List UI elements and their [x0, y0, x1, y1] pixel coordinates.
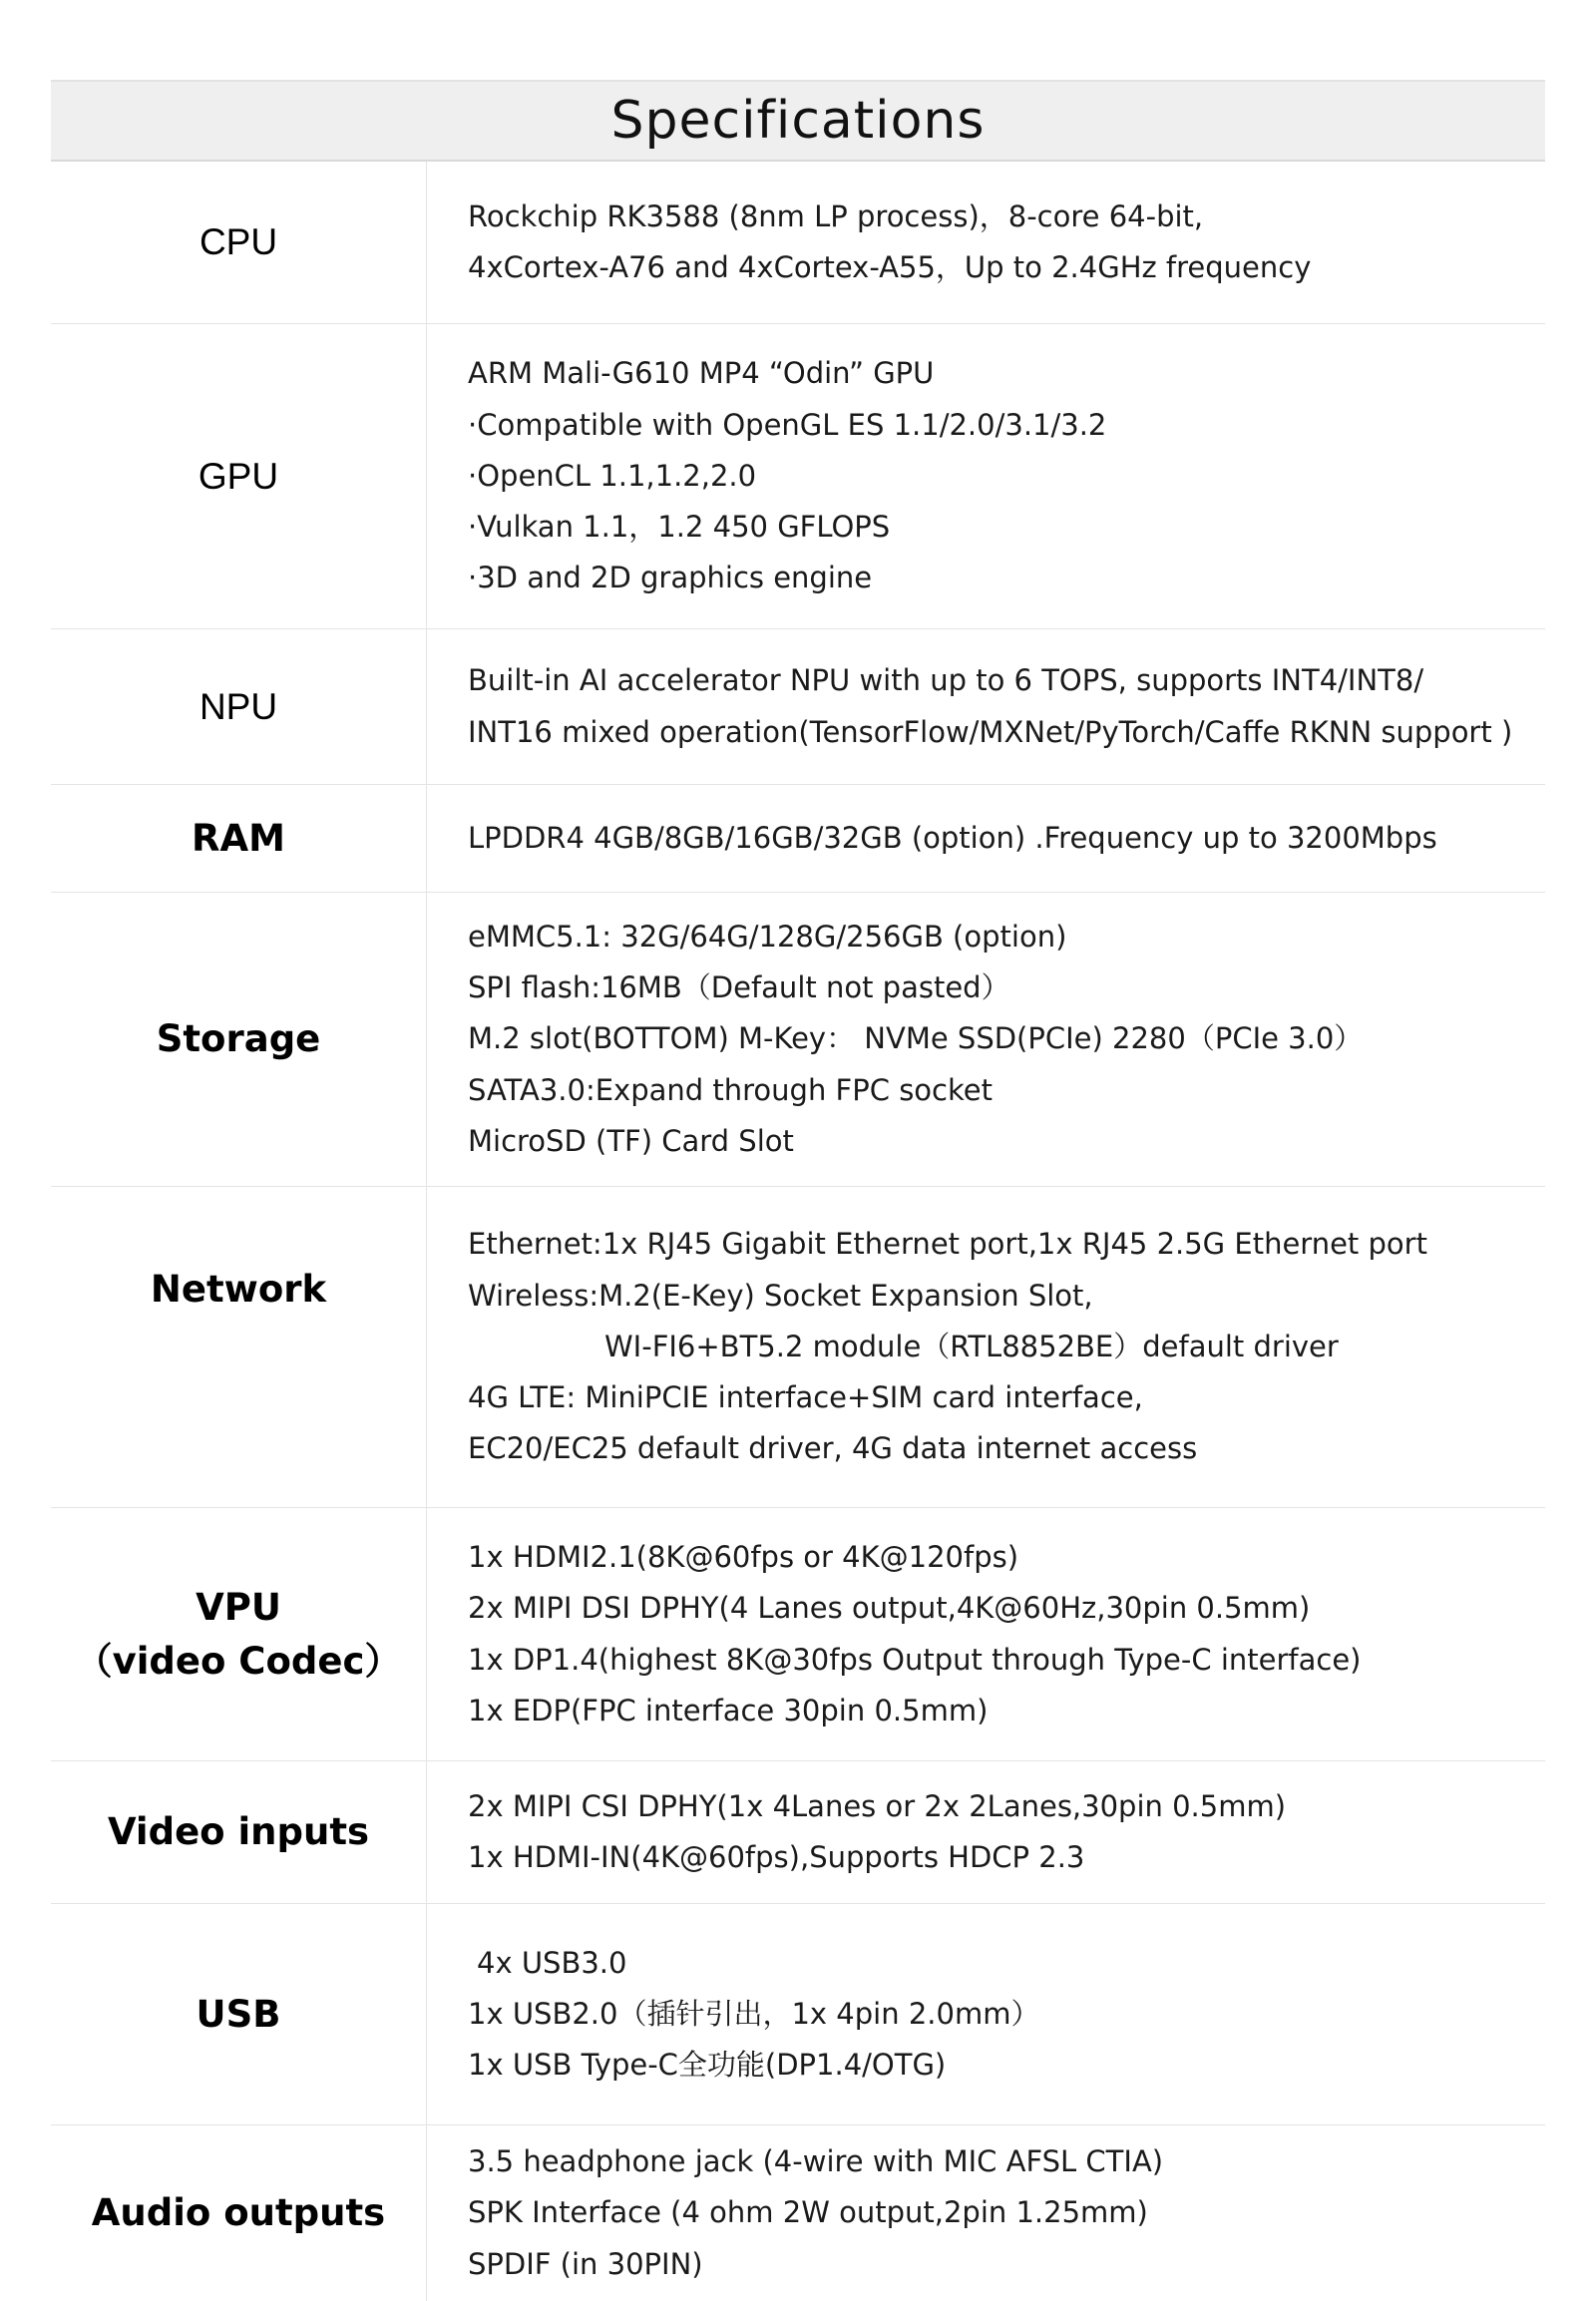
spec-value-usb [427, 1904, 1545, 2124]
spec-row-network [51, 1187, 1545, 1508]
spec-line: MicroSD (TF) Card Slot [468, 1123, 794, 1158]
spec-value-audio-outputs [427, 2125, 1545, 2301]
spec-line: 3.5 headphone jack (4-wire with MIC AFSL CTIA) [468, 2144, 1164, 2178]
spec-label-video-inputs: Video inputs [51, 1761, 427, 1903]
spec-label-vpu-sub: （video Codec） [75, 1639, 402, 1683]
spec-line: 2x MIPI CSI DPHY(1x 4Lanes or 2x 2Lanes,30pin 0.5mm) [468, 1788, 1287, 1823]
spec-line: 1x DP1.4(highest 8K@30fps Output through Type-C interface) [468, 1642, 1362, 1677]
spec-line: 2x MIPI DSI DPHY(4 Lanes output,4K@60Hz,30pin 0.5mm) [468, 1591, 1311, 1626]
spec-row-gpu [51, 324, 1545, 629]
spec-line: SPDIF (in 30PIN) [468, 2246, 703, 2281]
spec-line: SPK Interface (4 ohm 2W output,2pin 1.25mm) [468, 2195, 1148, 2230]
spec-value-video-inputs [427, 1761, 1545, 1903]
spec-line: M.2 slot(BOTTOM) M-Key： NVMe SSD(PCIe) 2280（PCIe 3.0） [468, 1021, 1364, 1056]
spec-label-storage: Storage [51, 893, 427, 1186]
spec-label-vpu [51, 1508, 427, 1760]
spec-line: Wireless:M.2(E-Key) Socket Expansion Slot, [468, 1278, 1093, 1313]
spec-row-vpu [51, 1508, 1545, 1761]
spec-line: 1x USB2.0（插针引出，1x 4pin 2.0mm） [468, 1996, 1040, 2031]
spec-row-video-inputs [51, 1761, 1545, 1904]
spec-label-usb: USB [51, 1904, 427, 2124]
spec-line: ·3D and 2D graphics engine [468, 561, 873, 595]
spec-label-npu: NPU [51, 629, 427, 784]
spec-line: ·Compatible with OpenGL ES 1.1/2.0/3.1/3.2 [468, 407, 1107, 442]
spec-label-ram: RAM [51, 785, 427, 892]
spec-label-vpu-main: VPU [196, 1585, 281, 1629]
spec-row-storage [51, 893, 1545, 1187]
spec-line: SPI flash:16MB（Default not pasted） [468, 970, 1010, 1005]
spec-line: Rockchip RK3588 (8nm LP process)，8-core 64-bit, [468, 198, 1204, 233]
spec-line: SATA3.0:Expand through FPC socket [468, 1072, 993, 1107]
spec-line: ARM Mali-G610 MP4 “Odin” GPU [468, 356, 935, 391]
spec-row-ram [51, 785, 1545, 893]
spec-value-vpu [427, 1508, 1545, 1760]
spec-value-storage [427, 893, 1545, 1186]
spec-row-npu [51, 629, 1545, 785]
spec-sheet [51, 80, 1545, 2301]
spec-value-network [427, 1187, 1545, 1507]
spec-line: 4x USB3.0 [477, 1945, 627, 1980]
spec-line: INT16 mixed operation(TensorFlow/MXNet/PyTorch/Caffe RKNN support ) [468, 714, 1513, 749]
spec-line: ·Vulkan 1.1，1.2 450 GFLOPS [468, 510, 891, 545]
spec-header [51, 80, 1545, 162]
spec-value-npu [427, 629, 1545, 784]
spec-line: 1x EDP(FPC interface 30pin 0.5mm) [468, 1693, 989, 1727]
spec-line: 1x USB Type-C全功能(DP1.4/OTG) [468, 2048, 947, 2083]
spec-row-usb [51, 1904, 1545, 2125]
spec-value-cpu [427, 162, 1545, 323]
spec-value-gpu [427, 324, 1545, 628]
spec-line: Built-in AI accelerator NPU with up to 6 TOPS, supports INT4/INT8/ [468, 663, 1424, 698]
spec-label-network: Network [51, 1187, 427, 1507]
spec-row-cpu [51, 162, 1545, 324]
spec-line: WI-FI6+BT5.2 module（RTL8852BE）default driver [604, 1329, 1339, 1363]
spec-line: 4G LTE: MiniPCIE interface+SIM card interface, [468, 1380, 1143, 1415]
spec-line: EC20/EC25 default driver, 4G data internet access [468, 1431, 1198, 1466]
spec-line: LPDDR4 4GB/8GB/16GB/32GB (option) .Frequency up to 3200Mbps [468, 820, 1437, 855]
spec-line: 4xCortex-A76 and 4xCortex-A55，Up to 2.4GHz frequency [468, 250, 1312, 284]
spec-label-audio-outputs: Audio outputs [51, 2125, 427, 2301]
spec-label-cpu: CPU [51, 162, 427, 323]
spec-line: eMMC5.1: 32G/64G/128G/256GB (option) [468, 919, 1067, 954]
spec-row-audio-outputs [51, 2125, 1545, 2301]
page-title: Specifications [610, 91, 986, 151]
spec-value-ram [427, 785, 1545, 892]
spec-line: ·OpenCL 1.1,1.2,2.0 [468, 458, 757, 493]
spec-label-gpu: GPU [51, 324, 427, 628]
spec-line: 1x HDMI2.1(8K@60fps or 4K@120fps) [468, 1539, 1019, 1574]
spec-line: Ethernet:1x RJ45 Gigabit Ethernet port,1x RJ45 2.5G Ethernet port [468, 1227, 1427, 1262]
spec-line: 1x HDMI-IN(4K@60fps),Supports HDCP 2.3 [468, 1840, 1085, 1874]
